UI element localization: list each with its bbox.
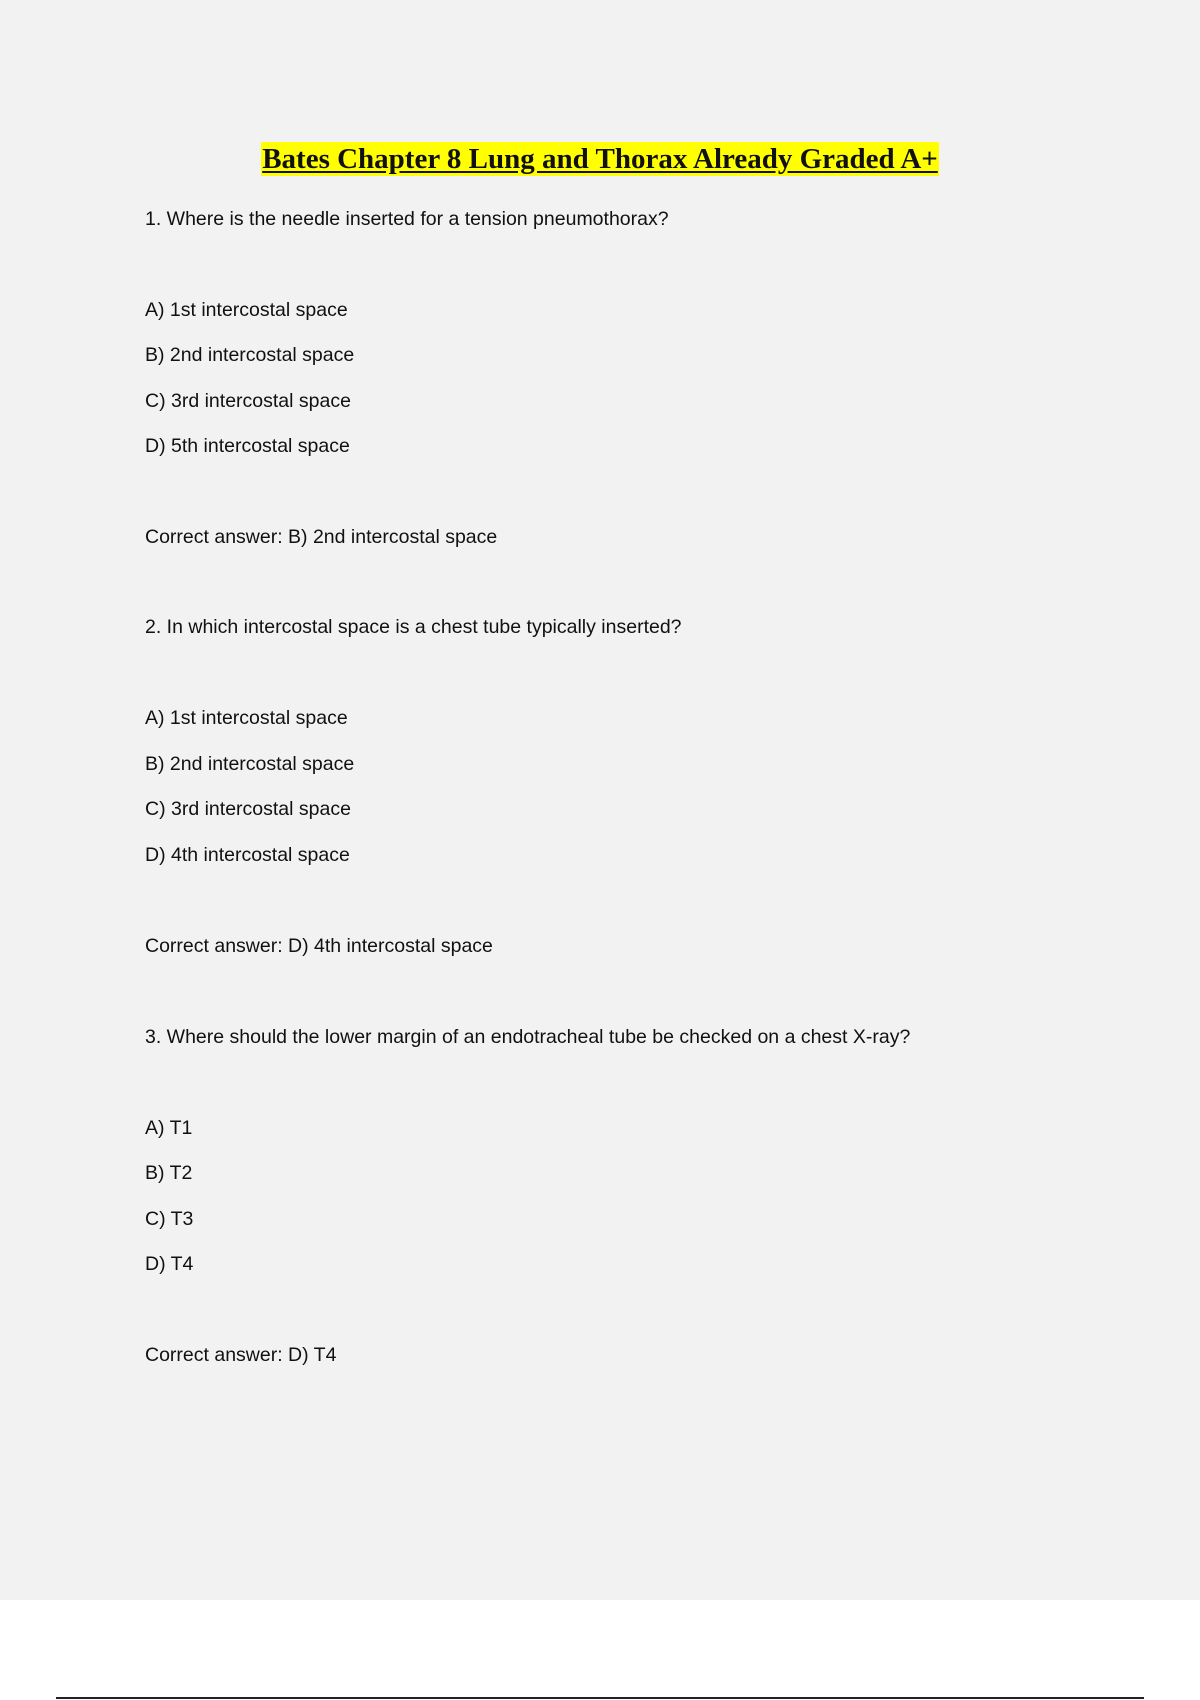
question-3-text: 3. Where should the lower margin of an endotracheal tube be checked on a chest X-ray?	[145, 1026, 911, 1048]
question-1-option-a: A) 1st intercostal space	[145, 299, 348, 321]
question-2-option-c: C) 3rd intercostal space	[145, 798, 351, 820]
question-3-option-a: A) T1	[145, 1117, 193, 1139]
question-2-option-b: B) 2nd intercostal space	[145, 753, 355, 775]
question-1-option-b: B) 2nd intercostal space	[145, 344, 355, 366]
question-2-option-a: A) 1st intercostal space	[145, 707, 348, 729]
question-1-answer: Correct answer: B) 2nd intercostal space	[145, 526, 498, 548]
question-1-option-c: C) 3rd intercostal space	[145, 390, 351, 412]
question-3-option-c: C) T3	[145, 1208, 194, 1230]
question-1-option-d: D) 5th intercostal space	[145, 435, 350, 457]
title-container	[0, 142, 1200, 176]
question-3-option-d: D) T4	[145, 1253, 194, 1275]
question-2-option-d: D) 4th intercostal space	[145, 844, 350, 866]
footer-divider	[56, 1697, 1144, 1699]
question-3-answer: Correct answer: D) T4	[145, 1344, 337, 1366]
question-3-option-b: B) T2	[145, 1162, 193, 1184]
question-2-answer: Correct answer: D) 4th intercostal space	[145, 935, 493, 957]
question-2-text: 2. In which intercostal space is a chest tube typically inserted?	[145, 616, 682, 638]
question-1-text: 1. Where is the needle inserted for a tension pneumothorax?	[145, 208, 669, 230]
document-title: Bates Chapter 8 Lung and Thorax Already Graded A+	[262, 143, 938, 175]
